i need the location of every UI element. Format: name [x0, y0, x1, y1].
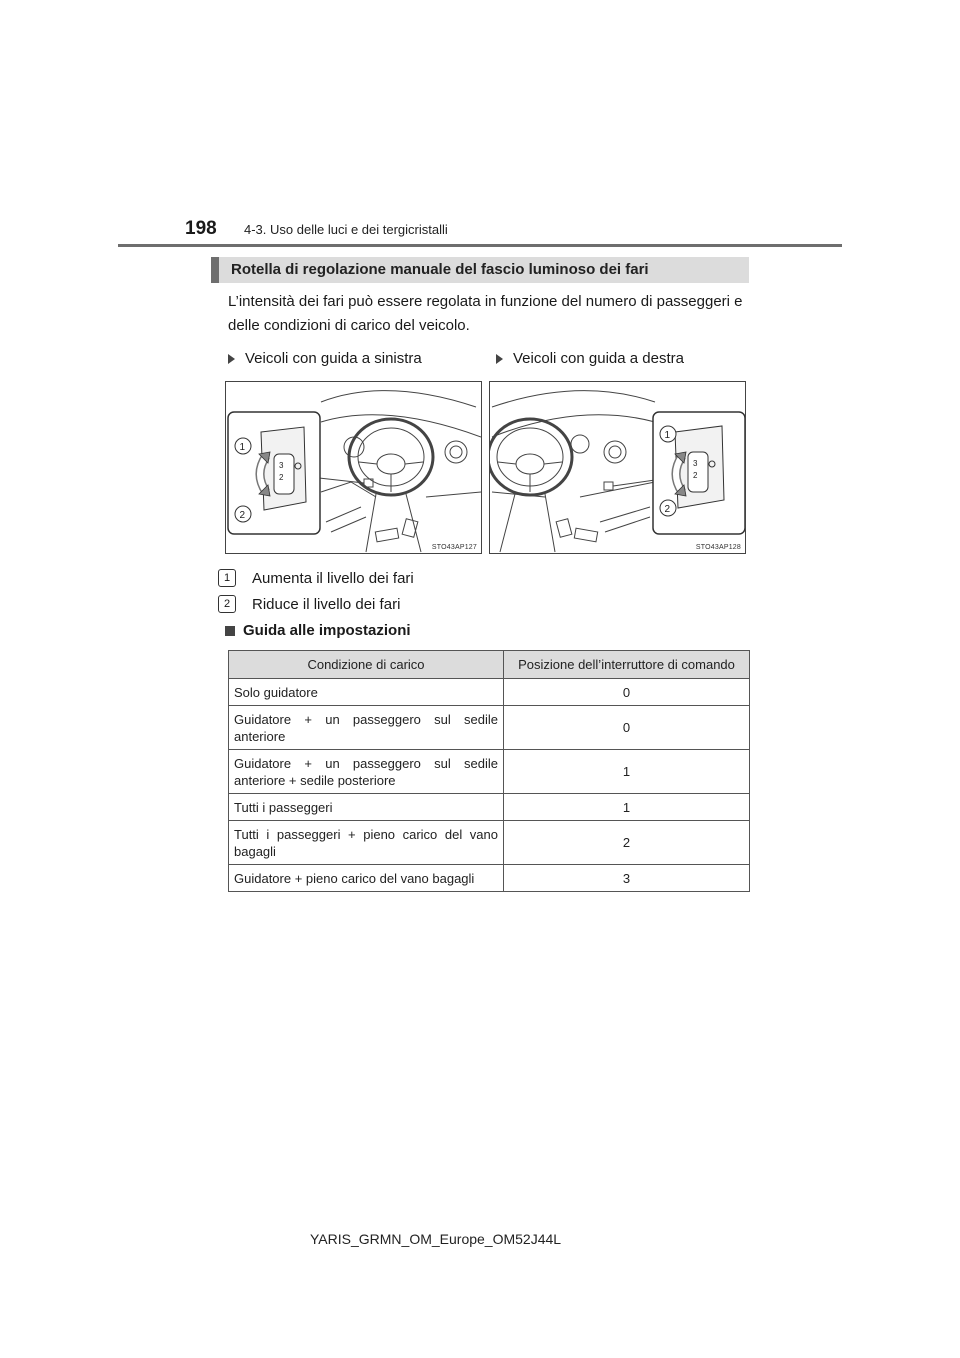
- header-divider: [118, 244, 842, 247]
- column-header: Condizione di carico: [229, 651, 504, 679]
- intro-paragraph: L’intensità dei fari può essere regolata in funzione del numero di passeggeri e delle condizioni di carico del veicolo.: [228, 293, 743, 334]
- table-row: [229, 821, 750, 865]
- section-title: Rotella di regolazione manuale del fascio luminoso dei fari: [231, 261, 649, 278]
- callout-number: 2: [239, 510, 246, 521]
- subheading-text: Guida alle impostazioni: [243, 622, 411, 639]
- dashboard-illustration: [490, 382, 746, 554]
- subheading: [225, 622, 411, 639]
- dashboard-illustration: [226, 382, 482, 554]
- legend-text: Riduce il livello dei fari: [252, 595, 401, 613]
- variant-label: Veicoli con guida a sinistra: [245, 350, 422, 367]
- cell-condition: Tutti i passeggeri + pieno carico del vano bagagli: [229, 821, 504, 865]
- legend-text: Aumenta il livello dei fari: [252, 569, 414, 587]
- settings-table: [228, 650, 750, 892]
- chapter-heading: 4-3. Uso delle luci e dei tergicristalli: [244, 222, 448, 237]
- cell-position: 1: [504, 794, 750, 821]
- dial-number: 3: [279, 461, 284, 470]
- cell-position: 0: [504, 679, 750, 706]
- cell-position: 3: [504, 865, 750, 892]
- table-row: [229, 865, 750, 892]
- variant-caption-left: [228, 350, 422, 367]
- square-bullet-icon: [225, 626, 235, 636]
- illustration-left-hand-drive: [225, 381, 482, 554]
- table-row: [229, 706, 750, 750]
- figure-code: STO43AP127: [431, 544, 477, 551]
- callout-number: 2: [664, 504, 671, 515]
- cell-position: 1: [504, 750, 750, 794]
- callout-number: 1: [664, 430, 671, 441]
- triangle-bullet-icon: [228, 354, 235, 364]
- dial-number: 2: [279, 473, 284, 482]
- variant-caption-right: [496, 350, 684, 367]
- cell-condition: Solo guidatore: [229, 679, 504, 706]
- cell-condition: Guidatore + un passeggero sul sedile anteriore + sedile posteriore: [229, 750, 504, 794]
- table-row: [229, 794, 750, 821]
- dial-number: 2: [693, 471, 698, 480]
- cell-condition: Guidatore + pieno carico del vano bagagli: [229, 865, 504, 892]
- table-header-row: [229, 651, 750, 679]
- dial-number: 3: [693, 459, 698, 468]
- legend-item: [218, 569, 414, 587]
- triangle-bullet-icon: [496, 354, 503, 364]
- callout-number: 1: [239, 442, 246, 453]
- variant-label: Veicoli con guida a destra: [513, 350, 684, 367]
- illustration-right-hand-drive: [489, 381, 746, 554]
- table-row: [229, 750, 750, 794]
- cell-condition: Guidatore + un passeggero sul sedile anteriore: [229, 706, 504, 750]
- column-header: Posizione dell’interruttore di comando: [504, 651, 750, 679]
- cell-position: 2: [504, 821, 750, 865]
- legend-number: 1: [218, 569, 236, 587]
- cell-position: 0: [504, 706, 750, 750]
- footer-document-code: YARIS_GRMN_OM_Europe_OM52J44L: [310, 1231, 562, 1247]
- legend-number: 2: [218, 595, 236, 613]
- cell-condition: Tutti i passeggeri: [229, 794, 504, 821]
- page-number: 198: [185, 218, 217, 239]
- table-row: [229, 679, 750, 706]
- section-title-bar: [211, 257, 749, 283]
- legend-item: [218, 595, 400, 613]
- figure-code: STO43AP128: [695, 544, 741, 551]
